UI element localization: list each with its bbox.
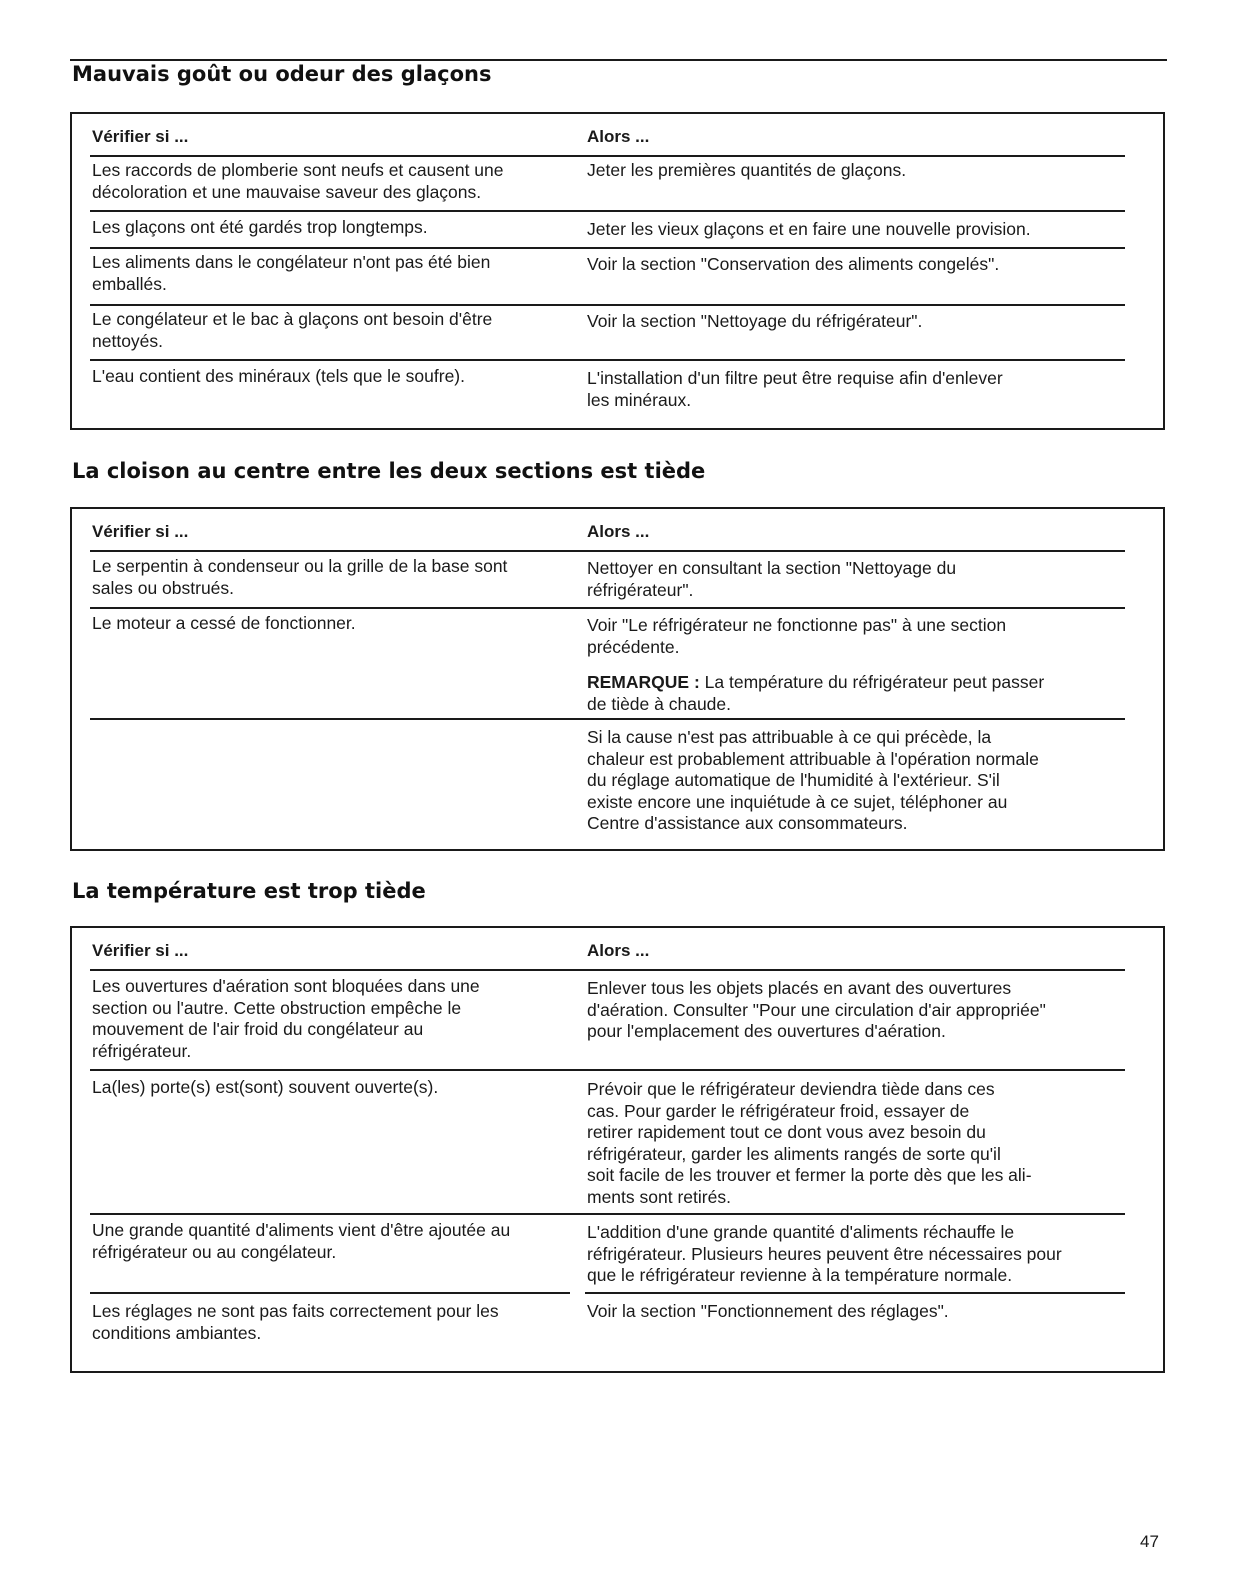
row-3-action: Voir la section "Conservation des aliments congelés". xyxy=(587,254,1000,274)
column-header-check: Vérifier si ... xyxy=(92,127,189,146)
divider xyxy=(90,607,1125,609)
divider xyxy=(90,1069,1125,1071)
row-1-condition: Les ouvertures d'aération sont bloquées dans une section ou l'autre. Cette obstruction empêche le mouvement de l'air froid du congélateur au réfrigérateur. xyxy=(92,976,480,1061)
divider xyxy=(90,718,1125,720)
row-4-action: Voir la section "Nettoyage du réfrigérateur". xyxy=(587,311,923,331)
column-header-then: Alors ... xyxy=(587,522,650,541)
divider xyxy=(90,247,1125,249)
row-3-condition: Les aliments dans le congélateur n'ont pas été bien emballés. xyxy=(92,252,491,294)
divider xyxy=(90,969,1125,971)
row-1-condition: Le serpentin à condenseur ou la grille de la base sont sales ou obstrués. xyxy=(92,556,508,598)
row-3-condition: Une grande quantité d'aliments vient d'être ajoutée au réfrigérateur ou au congélateur. xyxy=(92,1220,511,1262)
row-2-action: Jeter les vieux glaçons et en faire une nouvelle provision. xyxy=(587,219,1031,239)
divider xyxy=(90,1292,570,1294)
row-4-condition: Le congélateur et le bac à glaçons ont besoin d'être nettoyés. xyxy=(92,309,493,351)
section-title-ice-taste: Mauvais goût ou odeur des glaçons xyxy=(72,62,492,86)
column-header-check: Vérifier si ... xyxy=(92,522,189,541)
row-3-action: Si la cause n'est pas attribuable à ce qui précède, la chaleur est probablement attribuable à l'opération normale du réglage automatique de l'humidité à l'extérieur. S'il existe encore une inquiétude à ce sujet, téléphoner au Centre d'assistance aux consommateurs. xyxy=(587,727,1039,833)
note-label: REMARQUE : xyxy=(587,672,700,692)
row-2-action: Prévoir que le réfrigérateur deviendra tiède dans ces cas. Pour garder le réfrigérateur froid, essayer de retirer rapidement tout ce dont vous avez besoin du réfrigérateur, garder les aliments rangés de sorte qu'il soit facile de les trouver et fermer la porte dès que les ali- ments sont retirés. xyxy=(587,1079,1032,1207)
row-2-condition: La(les) porte(s) est(sont) souvent ouverte(s). xyxy=(92,1077,439,1097)
warm-divider-table xyxy=(70,507,1165,851)
row-2-condition: Le moteur a cessé de fonctionner. xyxy=(92,613,356,633)
row-1-action: Jeter les premières quantités de glaçons. xyxy=(587,160,907,180)
row-4-action: Voir la section "Fonctionnement des réglages". xyxy=(587,1301,949,1321)
column-header-check: Vérifier si ... xyxy=(92,941,189,960)
ice-taste-table xyxy=(70,112,1165,430)
top-rule xyxy=(70,59,1167,61)
divider xyxy=(90,304,1125,306)
divider xyxy=(90,210,1125,212)
divider xyxy=(90,155,1125,157)
row-1-action: Nettoyer en consultant la section "Nettoyage du réfrigérateur". xyxy=(587,558,957,600)
column-header-then: Alors ... xyxy=(587,127,650,146)
row-1-action: Enlever tous les objets placés en avant des ouvertures d'aération. Consulter "Pour une circulation d'air appropriée" pour l'emplacement des ouvertures d'aération. xyxy=(587,978,1046,1041)
row-2-condition: Les glaçons ont été gardés trop longtemps. xyxy=(92,217,428,237)
divider xyxy=(90,550,1125,552)
divider xyxy=(90,359,1125,361)
section-title-too-warm: La température est trop tiède xyxy=(72,879,426,903)
row-4-condition: Les réglages ne sont pas faits correctement pour les conditions ambiantes. xyxy=(92,1301,499,1343)
too-warm-table xyxy=(70,926,1165,1373)
column-header-then: Alors ... xyxy=(587,941,650,960)
row-1-condition: Les raccords de plomberie sont neufs et causent une décoloration et une mauvaise saveur des glaçons. xyxy=(92,160,504,202)
section-title-warm-divider: La cloison au centre entre les deux sections est tiède xyxy=(72,459,706,483)
row-2-note xyxy=(587,672,1132,715)
row-5-action: L'installation d'un filtre peut être requise afin d'enlever les minéraux. xyxy=(587,368,1003,410)
row-3-action: L'addition d'une grande quantité d'aliments réchauffe le réfrigérateur. Plusieurs heures peuvent être nécessaires pour que le réfrigérateur revienne à la température normale. xyxy=(587,1222,1062,1285)
note-text: La température du réfrigérateur peut passer de tiède à chaude. xyxy=(587,672,1045,714)
divider xyxy=(585,1292,1125,1294)
divider xyxy=(90,1213,1125,1215)
row-5-condition: L'eau contient des minéraux (tels que le soufre). xyxy=(92,366,465,386)
row-2-action: Voir "Le réfrigérateur ne fonctionne pas" à une section précédente. xyxy=(587,615,1007,657)
page-number: 47 xyxy=(1140,1532,1159,1551)
